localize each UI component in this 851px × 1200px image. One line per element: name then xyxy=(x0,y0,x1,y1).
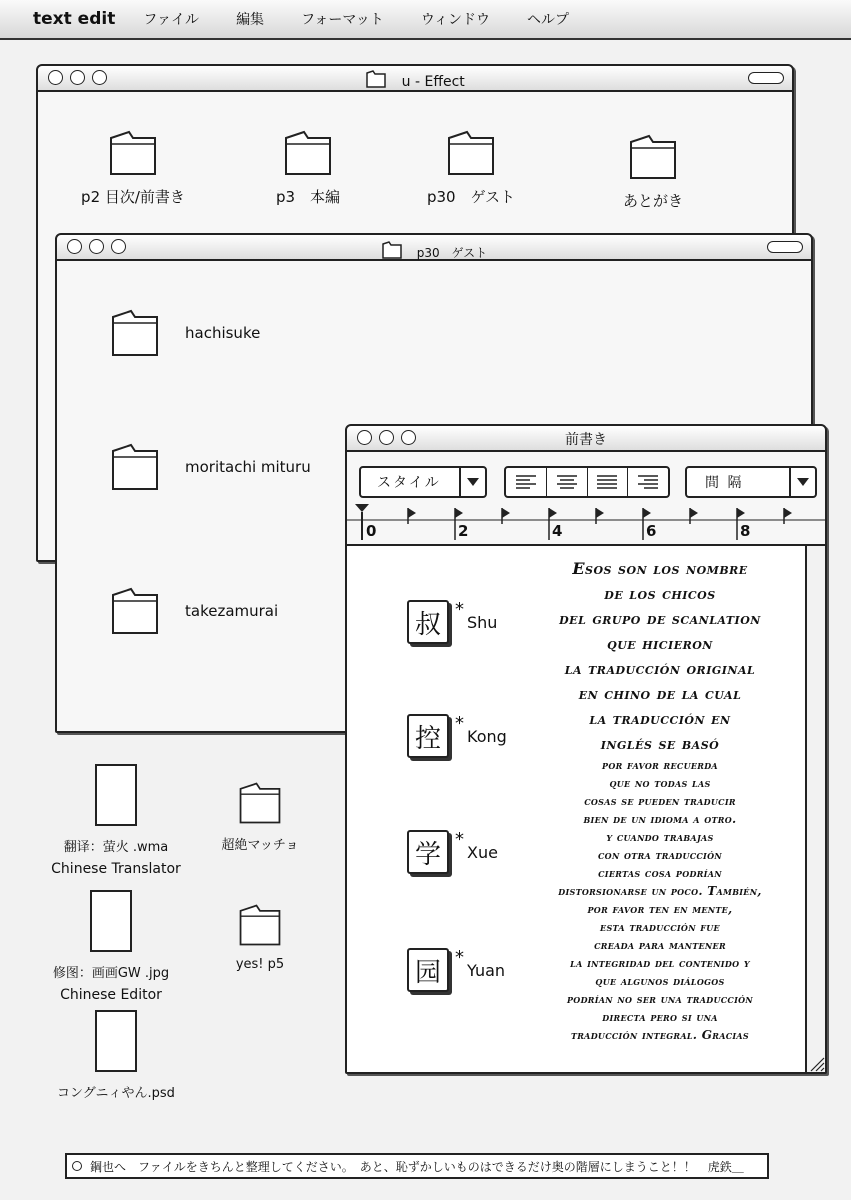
textedit-window xyxy=(345,424,827,1074)
document-icon xyxy=(95,764,137,826)
char-name: Kong xyxy=(467,726,507,746)
ruler[interactable] xyxy=(347,502,825,546)
folder-icon xyxy=(237,902,283,948)
text-line: y cuando trabajas xyxy=(606,830,714,844)
folder-p3[interactable] xyxy=(243,128,373,207)
resize-grip-icon[interactable] xyxy=(807,1054,825,1072)
text-line: en chino de la cual xyxy=(578,684,742,703)
folder-icon xyxy=(109,585,161,637)
spacing-select-value: 間 隔 xyxy=(705,475,744,491)
character-shu xyxy=(407,600,497,644)
text-line: esta traducción fue xyxy=(600,920,720,934)
folder-label: p2 目次/前書き xyxy=(81,188,185,206)
file-name: 翻译：萤火 .wma xyxy=(63,840,169,855)
char-glyph: 园 xyxy=(407,948,449,992)
file-caption: Chinese Translator xyxy=(51,861,181,877)
folder-takezamurai[interactable] xyxy=(109,585,278,637)
text-line: con otra traducción xyxy=(598,848,722,862)
text-line: bien de un idioma a otro. xyxy=(583,812,737,826)
folder-label: moritachi mituru xyxy=(185,458,311,476)
char-star: * xyxy=(455,598,464,620)
align-justify-button[interactable] xyxy=(588,468,629,496)
text-line: por favor ten en mente, xyxy=(587,902,733,916)
ruler-number: 2 xyxy=(458,522,469,540)
character-xue xyxy=(407,830,498,874)
text-line: la traducción original xyxy=(564,659,756,678)
alignment-group xyxy=(504,466,670,498)
status-indicator-icon xyxy=(72,1161,82,1171)
format-toolbar xyxy=(359,466,819,500)
text-line: del grupo de scanlation xyxy=(559,609,761,628)
char-glyph: 控 xyxy=(407,714,449,758)
folder-label: p30 ゲスト xyxy=(426,188,515,206)
style-select[interactable] xyxy=(359,466,487,498)
chevron-down-icon xyxy=(789,468,815,496)
toolbar-toggle-button[interactable] xyxy=(748,72,784,84)
align-right-icon xyxy=(637,474,659,490)
text-line: la integridad del contenido y xyxy=(570,956,750,970)
status-text: 鋼也へ ファイルをきちんと整理してください。 あと、恥ずかしいものはできるだけ奥の階層にしまうこと！！ 虎鉄＿ xyxy=(90,1159,744,1174)
align-center-icon xyxy=(556,474,578,490)
char-star: * xyxy=(455,946,464,968)
status-bar xyxy=(65,1153,769,1179)
text-line: podrían no ser una traducción xyxy=(566,992,754,1006)
folder-icon xyxy=(627,132,679,182)
text-line: que hicieron xyxy=(607,634,713,653)
menubar xyxy=(0,0,851,40)
translation-note-heading xyxy=(525,556,795,756)
align-right-button[interactable] xyxy=(628,468,668,496)
menu-help[interactable]: ヘルプ xyxy=(526,12,569,28)
textedit-titlebar[interactable] xyxy=(347,426,825,452)
menu-file[interactable]: ファイル xyxy=(143,12,200,28)
text-line: ciertas cosa podrían xyxy=(598,866,722,880)
text-line: la traducción en xyxy=(589,709,731,728)
char-star: * xyxy=(455,712,464,734)
ruler-number: 8 xyxy=(740,522,751,540)
folder-icon xyxy=(237,780,283,826)
file-name: コングニィやん.psd xyxy=(57,1086,175,1101)
ruler-number: 4 xyxy=(552,522,563,540)
text-line: directa pero si una xyxy=(602,1010,718,1024)
char-glyph: 学 xyxy=(407,830,449,874)
text-line: que algunos diálogos xyxy=(595,974,725,988)
text-line: por favor recuerda xyxy=(602,758,718,772)
effect-titlebar[interactable] xyxy=(38,66,792,92)
text-line: que no todas las xyxy=(609,776,711,790)
window-title: u - Effect xyxy=(401,74,465,90)
menu-window[interactable]: ウィンドウ xyxy=(420,12,490,28)
folder-label: あとがき xyxy=(622,192,683,210)
folder-moritachi[interactable] xyxy=(109,441,311,493)
folder-icon xyxy=(365,69,387,89)
align-left-button[interactable] xyxy=(506,468,547,496)
text-line: inglés se basó xyxy=(600,734,720,753)
file-name: 修图：画画GW .jpg xyxy=(52,966,170,981)
ruler-number: 6 xyxy=(646,522,657,540)
ruler-number: 0 xyxy=(366,522,377,540)
text-line: de los chicos xyxy=(604,584,716,603)
folder-atogaki[interactable] xyxy=(593,132,713,211)
menu-edit[interactable]: 編集 xyxy=(236,12,265,28)
text-line: distorsionarse un poco. También, xyxy=(558,884,762,898)
folder-p2[interactable] xyxy=(68,128,198,207)
style-select-value: スタイル xyxy=(377,475,441,491)
spacing-select[interactable] xyxy=(685,466,817,498)
text-line: creada para mantener xyxy=(594,938,726,952)
file-caption: Chinese Editor xyxy=(60,987,162,1003)
chevron-down-icon xyxy=(459,468,485,496)
folder-icon xyxy=(107,128,159,178)
desktop-file-psd[interactable] xyxy=(36,1010,196,1101)
text-line: traducción integral. Gracias xyxy=(570,1028,750,1042)
folder-icon xyxy=(282,128,334,178)
folder-icon xyxy=(445,128,497,178)
text-line: cosas se pueden traducir xyxy=(584,794,736,808)
char-star: * xyxy=(455,828,464,850)
folder-icon xyxy=(109,441,161,493)
char-glyph: 叔 xyxy=(407,600,449,644)
folder-label: hachisuke xyxy=(185,324,261,342)
folder-hachisuke[interactable] xyxy=(109,307,260,359)
folder-icon xyxy=(109,307,161,359)
character-yuan xyxy=(407,948,505,992)
document-icon xyxy=(90,890,132,952)
folder-label: 超絶マッチョ xyxy=(221,838,299,853)
folder-p30[interactable] xyxy=(406,128,536,207)
document-icon xyxy=(95,1010,137,1072)
translation-note-body xyxy=(525,756,795,1044)
window-title: p30 ゲスト xyxy=(416,246,488,260)
align-justify-icon xyxy=(596,474,618,490)
char-name: Xue xyxy=(467,842,498,862)
folder-label: yes! p5 xyxy=(235,957,285,972)
folder-label: takezamurai xyxy=(185,602,279,620)
folder-label: p3 本編 xyxy=(275,188,341,206)
window-title: 前書き xyxy=(565,432,607,448)
character-kong xyxy=(407,714,507,758)
guest-titlebar[interactable] xyxy=(57,235,811,261)
desktop-file-wma[interactable] xyxy=(36,764,196,877)
app-name[interactable]: text edit xyxy=(33,9,116,29)
desktop-folder-macho[interactable] xyxy=(200,780,320,853)
desktop-file-jpg[interactable] xyxy=(26,890,196,1003)
char-name: Shu xyxy=(467,612,498,632)
char-name: Yuan xyxy=(467,960,506,980)
text-line: Esos son los nombre xyxy=(572,559,748,578)
folder-icon xyxy=(381,240,403,260)
menu-format[interactable]: フォーマット xyxy=(301,12,384,28)
toolbar-toggle-button[interactable] xyxy=(767,241,803,253)
align-center-button[interactable] xyxy=(547,468,588,496)
align-left-icon xyxy=(515,474,537,490)
ruler-markers xyxy=(347,502,825,544)
vertical-scrollbar[interactable] xyxy=(805,546,825,1072)
desktop-folder-yes-p5[interactable] xyxy=(200,902,320,972)
